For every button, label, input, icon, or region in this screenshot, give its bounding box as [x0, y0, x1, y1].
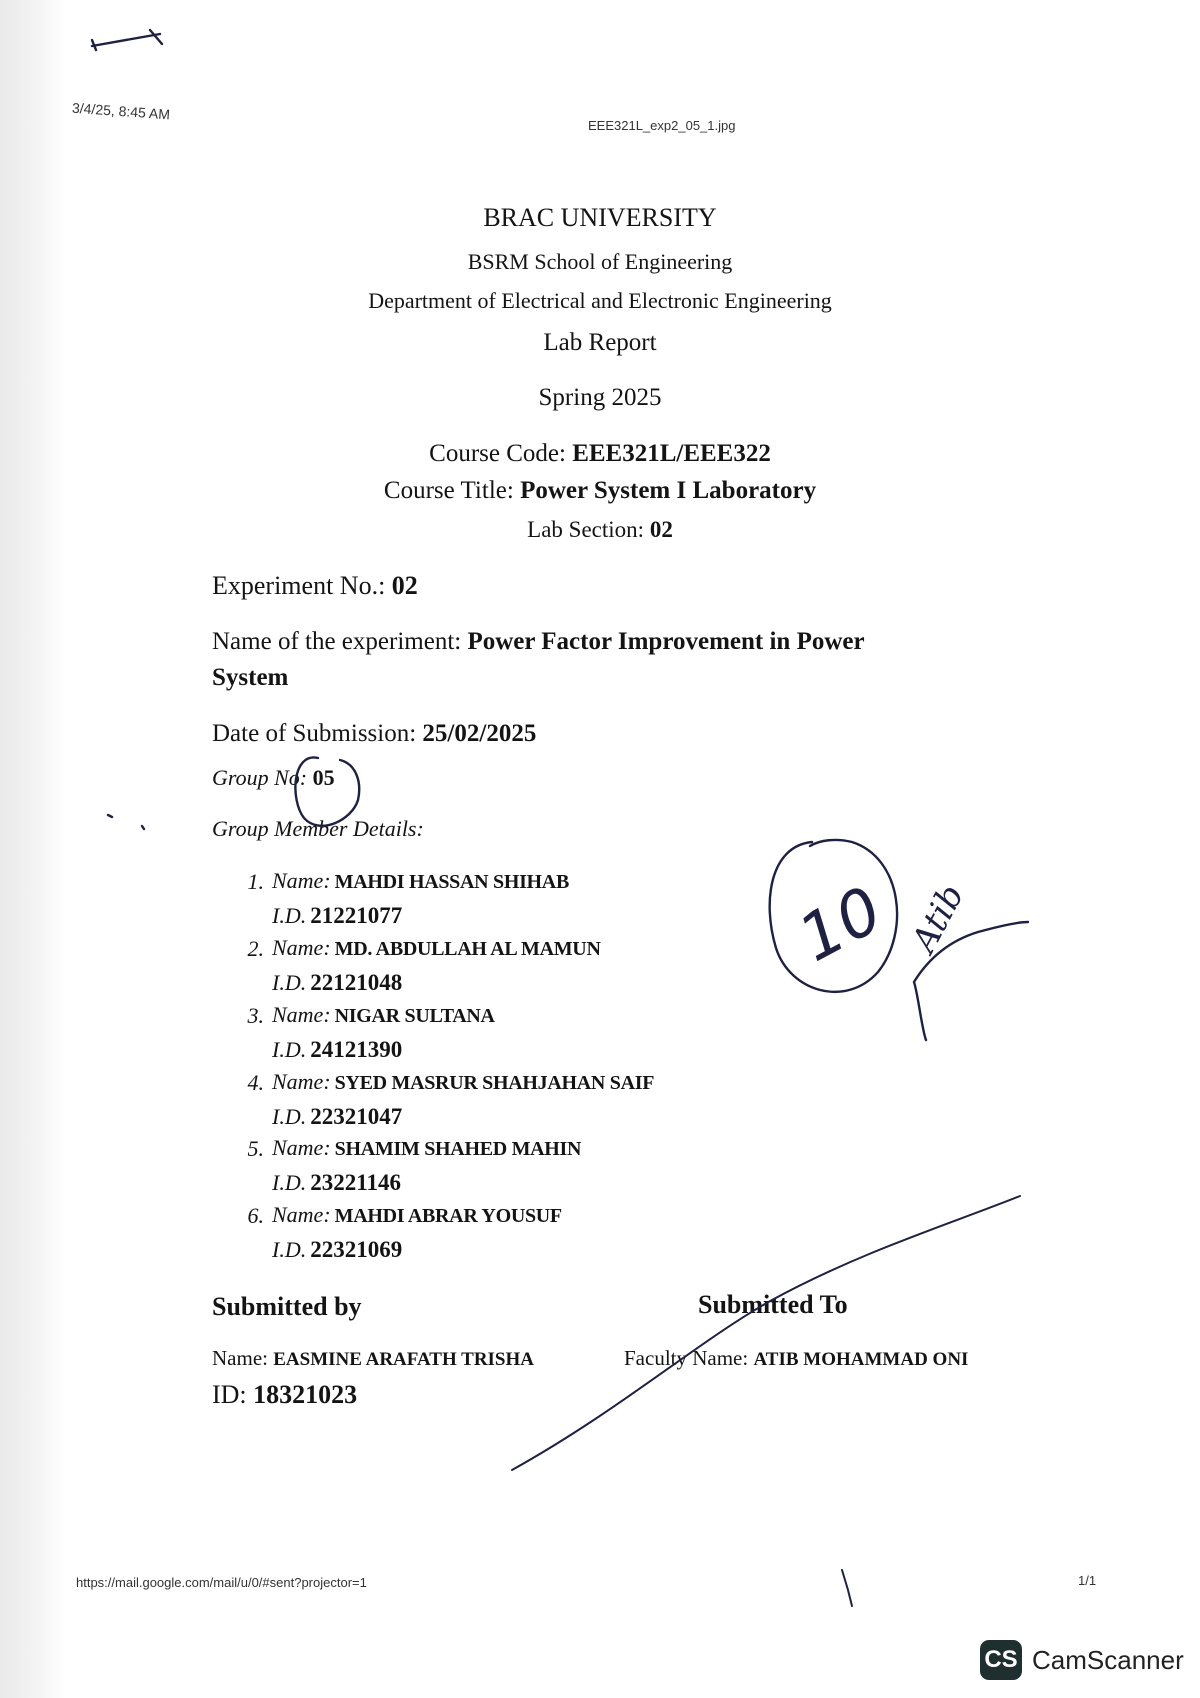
member-name: SYED MASRUR SHAHJAHAN SAIF	[334, 1072, 655, 1094]
member-id-label: I.D.	[272, 1170, 307, 1195]
member-id-label: I.D.	[272, 1104, 307, 1129]
course-code-label: Course Code:	[429, 440, 573, 467]
course-title: Power System I Laboratory	[520, 477, 817, 504]
experiment-name-cont: System	[212, 664, 289, 691]
submitted-by-name-label: Name:	[212, 1346, 274, 1370]
department-name: Department of Electrical and Electronic Engineering	[368, 288, 832, 313]
school-name: BSRM School of Engineering	[467, 249, 733, 274]
submitted-by-heading: Submitted by	[212, 1292, 362, 1321]
experiment-number-label: Experiment No.:	[212, 571, 392, 600]
course-title-label: Course Title:	[383, 477, 521, 504]
handwritten-initials: Atib	[904, 877, 973, 959]
group-number-label: Group No:	[212, 765, 313, 790]
submitted-by-id: 18321023	[253, 1380, 358, 1409]
course-code: EEE321L/EEE322	[572, 440, 771, 467]
member-name: MAHDI HASSAN SHIHAB	[334, 871, 569, 893]
submitted-by-name: EASMINE ARAFATH TRISHA	[273, 1349, 535, 1370]
lab-section: 02	[649, 517, 673, 542]
member-id: 22121048	[310, 970, 403, 995]
members-heading: Group Member Details:	[212, 816, 424, 841]
member-name-label: Name:	[272, 1202, 331, 1227]
experiment-name-label: Name of the experiment:	[212, 628, 468, 655]
submission-date-label: Date of Submission:	[212, 720, 423, 747]
semester: Spring 2025	[538, 384, 662, 411]
faculty-name: ATIB MOHAMMAD ONI	[753, 1349, 969, 1370]
member-id: 24121390	[310, 1037, 403, 1062]
handwritten-score: 10	[787, 873, 895, 977]
member-number: 1.	[247, 869, 264, 894]
faculty-name-label: Faculty Name:	[624, 1346, 754, 1370]
submitted-by-id-label: ID:	[212, 1380, 254, 1409]
pen-stroke-mark	[842, 1570, 852, 1606]
member-name-label: Name:	[272, 1135, 331, 1160]
member-id: 23221146	[310, 1170, 401, 1195]
member-id: 21221077	[310, 903, 403, 928]
member-name: NIGAR SULTANA	[334, 1005, 495, 1027]
member-name-label: Name:	[272, 1069, 331, 1094]
pen-dots	[108, 815, 144, 829]
member-id-label: I.D.	[272, 1037, 307, 1062]
experiment-number: 02	[391, 571, 418, 600]
submitted-to-heading: Submitted To	[698, 1290, 848, 1319]
member-id-label: I.D.	[272, 1237, 307, 1262]
member-name: SHAMIM SHAHED MAHIN	[334, 1138, 582, 1160]
print-filename: EEE321L_exp2_05_1.jpg	[588, 118, 736, 133]
member-number: 5.	[247, 1136, 264, 1161]
camscanner-logo: CS	[980, 1640, 1022, 1680]
member-id-label: I.D.	[272, 903, 307, 928]
print-footer-url: https://mail.google.com/mail/u/0/#sent?projector=1	[76, 1575, 367, 1590]
group-number: 05	[312, 765, 335, 790]
member-number: 2.	[247, 936, 264, 961]
cancel-slash-line	[512, 1196, 1020, 1470]
member-name: MD. ABDULLAH AL MAMUN	[334, 938, 601, 960]
print-page-number: 1/1	[1078, 1573, 1097, 1588]
pen-stroke-mark	[92, 30, 162, 50]
university-name: BRAC UNIVERSITY	[483, 203, 717, 232]
member-number: 3.	[247, 1003, 264, 1028]
camscanner-brand: CamScanner	[1032, 1645, 1184, 1675]
print-datetime: 3/4/25, 8:45 AM	[71, 99, 171, 123]
group-number-circle	[295, 757, 359, 825]
lab-section-label: Lab Section:	[527, 517, 650, 542]
member-id-label: I.D.	[272, 970, 307, 995]
experiment-name: Power Factor Improvement in Power	[467, 628, 865, 655]
member-id: 22321069	[310, 1237, 403, 1262]
member-name-label: Name:	[272, 935, 331, 960]
member-number: 6.	[247, 1203, 264, 1228]
member-name-label: Name:	[272, 1002, 331, 1027]
submission-date: 25/02/2025	[422, 720, 537, 747]
report-type: Lab Report	[543, 329, 657, 356]
member-number: 4.	[247, 1070, 264, 1095]
member-name: MAHDI ABRAR YOUSUF	[334, 1205, 562, 1227]
member-id: 22321047	[310, 1104, 403, 1129]
member-name-label: Name:	[272, 868, 331, 893]
